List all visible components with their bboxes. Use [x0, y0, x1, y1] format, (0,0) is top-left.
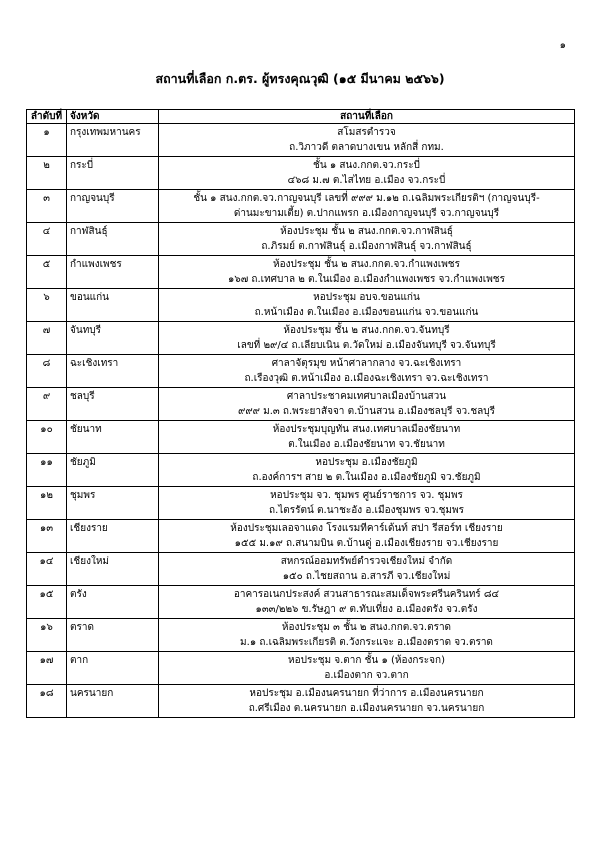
row-province: เชียงราย: [67, 520, 159, 553]
row-place: [159, 223, 575, 256]
row-number: ๑๖: [27, 619, 67, 652]
row-place: [159, 322, 575, 355]
row-place: [159, 124, 575, 157]
row-number: ๕: [27, 256, 67, 289]
place-line-2: ถ.วิภาวดี ตลาดบางเขน หลักสี่ กทม.: [289, 142, 444, 153]
row-place: [159, 520, 575, 553]
table-row: [27, 223, 575, 256]
table-row: [27, 685, 575, 718]
table-row: [27, 619, 575, 652]
table-row: [27, 190, 575, 223]
row-place: [159, 553, 575, 586]
row-place: [159, 586, 575, 619]
row-place: [159, 256, 575, 289]
row-place: [159, 619, 575, 652]
header-no: ลำดับที่: [27, 110, 67, 124]
venue-table: [26, 109, 575, 718]
place-line-1: ศาลาจัตุรมุข หน้าศาลากลาง จว.ฉะเชิงเทรา: [271, 358, 462, 369]
place-line-2: ถ.หน้าเมือง ต.ในเมือง อ.เมืองขอนแก่น จว.ขอนแก่น: [254, 307, 479, 318]
row-province: ตรัง: [67, 586, 159, 619]
place-line-2: ถ.ภิรมย์ ต.กาฬสินธุ์ อ.เมืองกาฬสินธุ์ จว.กาฬสินธุ์: [261, 241, 472, 252]
table-row: [27, 586, 575, 619]
place-line-1: หอประชุม อ.เมืองนครนายก ที่ว่าการ อ.เมืองนครนายก: [249, 688, 484, 699]
place-line-1: ห้องประชุมเลอจาแดง โรงแรมทีคาร์เด้นท์ สปา รีสอร์ท เชียงราย: [230, 523, 503, 534]
row-place: [159, 652, 575, 685]
document-title: สถานที่เลือก ก.ตร. ผู้ทรงคุณวุฒิ (๑๕ มีนาคม ๒๕๖๖): [155, 71, 445, 86]
place-line-1: ห้องประชุมบุญทัน สนง.เทศบาลเมืองชัยนาท: [272, 424, 461, 435]
table-row: [27, 652, 575, 685]
place-line-1: ห้องประชุม ชั้น ๒ สนง.กกต.จว.กาฬสินธุ์: [280, 226, 453, 237]
row-province: ฉะเชิงเทรา: [67, 355, 159, 388]
page-number: ๑: [559, 40, 566, 51]
place-line-2: ม.๑ ถ.เฉลิมพระเกียรติ ต.วังกระแจะ อ.เมืองตราด จว.ตราด: [240, 637, 493, 648]
place-line-1: สโมสรตำรวจ: [337, 127, 396, 138]
row-number: ๓: [27, 190, 67, 223]
row-place: [159, 157, 575, 190]
header-place: สถานที่เลือก: [159, 110, 575, 124]
place-line-1: หอประชุม จ.ตาก ชั้น ๑ (ห้องกระจก): [288, 655, 445, 666]
row-province: นครนายก: [67, 685, 159, 718]
place-line-2: เลขที่ ๒๙/๔ ถ.เลียบเนิน ต.วัดใหม่ อ.เมืองจันทบุรี จว.จันทบุรี: [237, 340, 496, 351]
place-line-2: ถ.ศรีเมือง ต.นครนายก อ.เมืองนครนายก จว.นครนายก: [248, 703, 485, 714]
table-row: [27, 520, 575, 553]
table-row: [27, 487, 575, 520]
place-line-1: ห้องประชุม ชั้น ๒ สนง.กกต.จว.กำแพงเพชร: [273, 259, 460, 270]
row-number: ๙: [27, 388, 67, 421]
row-province: กำแพงเพชร: [67, 256, 159, 289]
row-province: กาฬสินธุ์: [67, 223, 159, 256]
table-header-row: [27, 110, 575, 124]
table-row: [27, 355, 575, 388]
row-province: ตราด: [67, 619, 159, 652]
row-province: กรุงเทพมหานคร: [67, 124, 159, 157]
place-line-1: ห้องประชุม ชั้น ๒ สนง.กกต.จว.จันทบุรี: [283, 325, 450, 336]
row-place: [159, 685, 575, 718]
table-row: [27, 157, 575, 190]
place-line-2: ด่านมะขามเตี้ย) ต.ปากแพรก อ.เมืองกาญจนบุรี จว.กาญจนบุรี: [233, 208, 500, 219]
row-number: ๒: [27, 157, 67, 190]
place-line-1: ห้องประชุม ๓ ชั้น ๒ สนง.กกต.จว.ตราด: [281, 622, 452, 633]
place-line-2: ๑๕๕ ม.๑๙ ถ.สนามบิน ต.บ้านดู่ อ.เมืองเชียงราย จว.เชียงราย: [234, 538, 499, 549]
table-row: [27, 256, 575, 289]
table-row: [27, 553, 575, 586]
place-line-1: ชั้น ๑ สนง.กกต.จว.กาญจนบุรี เลขที่ ๙๙๙ ม.๑๒ ถ.เฉลิมพระเกียรติฯ (กาญจนบุรี-: [193, 193, 540, 204]
row-place: [159, 355, 575, 388]
row-number: ๗: [27, 322, 67, 355]
table-row: [27, 124, 575, 157]
place-line-2: ๔๖๘ ม.๗ ต.ไสไทย อ.เมือง จว.กระบี่: [287, 175, 446, 186]
place-line-2: ถ.เรืองวุฒิ ต.หน้าเมือง อ.เมืองฉะเชิงเทรา จว.ฉะเชิงเทรา: [244, 373, 489, 384]
row-number: ๑๐: [27, 421, 67, 454]
place-line-2: ถ.องค์การฯ สาย ๒ ต.ในเมือง อ.เมืองชัยภูมิ จว.ชัยภูมิ: [252, 472, 481, 483]
place-line-1: ศาลาประชาคมเทศบาลเมืองบ้านสวน: [286, 391, 447, 402]
row-province: กระบี่: [67, 157, 159, 190]
row-place: [159, 289, 575, 322]
place-line-2: อ.เมืองตาก จว.ตาก: [324, 670, 409, 681]
row-number: ๑: [27, 124, 67, 157]
row-province: ชุมพร: [67, 487, 159, 520]
place-line-2: ถ.ไตรรัตน์ ต.นาชะอัง อ.เมืองชุมพร จว.ชุมพร: [269, 505, 464, 516]
row-province: ชลบุรี: [67, 388, 159, 421]
place-line-2: ๑๖๗ ถ.เทศบาล ๒ ต.ในเมือง อ.เมืองกำแพงเพชร จว.กำแพงเพชร: [228, 274, 505, 285]
row-place: [159, 487, 575, 520]
place-line-1: อาคารอเนกประสงค์ สวนสาธารณะสมเด็จพระศรีนครินทร์ ๘๔: [233, 589, 500, 600]
row-province: ชัยภูมิ: [67, 454, 159, 487]
place-line-1: หอประชุม จว. ชุมพร ศูนย์ราชการ จว. ชุมพร: [270, 490, 463, 501]
row-place: [159, 190, 575, 223]
row-number: ๑๕: [27, 586, 67, 619]
place-line-2: ต.ในเมือง อ.เมืองชัยนาท จว.ชัยนาท: [288, 439, 445, 450]
row-number: ๘: [27, 355, 67, 388]
row-number: ๑๓: [27, 520, 67, 553]
place-line-1: สหกรณ์ออมทรัพย์ตำรวจเชียงใหม่ จำกัด: [280, 556, 453, 567]
row-province: ชัยนาท: [67, 421, 159, 454]
header-province: จังหวัด: [67, 110, 159, 124]
row-province: กาญจนบุรี: [67, 190, 159, 223]
row-place: [159, 454, 575, 487]
table-row: [27, 421, 575, 454]
place-line-2: ๑๓๓/๒๒๖ ข.รัษฎา ๙ ต.ทับเที่ยง อ.เมืองตรัง จว.ตรัง: [255, 604, 478, 615]
row-number: ๑๔: [27, 553, 67, 586]
table-row: [27, 322, 575, 355]
row-province: ขอนแก่น: [67, 289, 159, 322]
row-place: [159, 421, 575, 454]
row-number: ๖: [27, 289, 67, 322]
row-province: เชียงใหม่: [67, 553, 159, 586]
place-line-1: ชั้น ๑ สนง.กกต.จว.กระบี่: [313, 160, 420, 171]
row-number: ๑๑: [27, 454, 67, 487]
row-province: ตาก: [67, 652, 159, 685]
place-line-1: หอประชุม อ.เมืองชัยภูมิ: [315, 457, 418, 468]
table-row: [27, 388, 575, 421]
place-line-2: ๑๕๐ ถ.ไชยสถาน อ.สารภี จว.เชียงใหม่: [282, 571, 451, 582]
row-place: [159, 388, 575, 421]
table-row: [27, 289, 575, 322]
row-number: ๑๗: [27, 652, 67, 685]
table-row: [27, 454, 575, 487]
row-province: จันทบุรี: [67, 322, 159, 355]
row-number: ๑๘: [27, 685, 67, 718]
place-line-2: ๙๙๙ ม.๓ ถ.พระยาสัจจา ต.บ้านสวน อ.เมืองชลบุรี จว.ชลบุรี: [238, 406, 495, 417]
place-line-1: หอประชุม อบจ.ขอนแก่น: [313, 292, 420, 303]
row-number: ๔: [27, 223, 67, 256]
row-number: ๑๒: [27, 487, 67, 520]
